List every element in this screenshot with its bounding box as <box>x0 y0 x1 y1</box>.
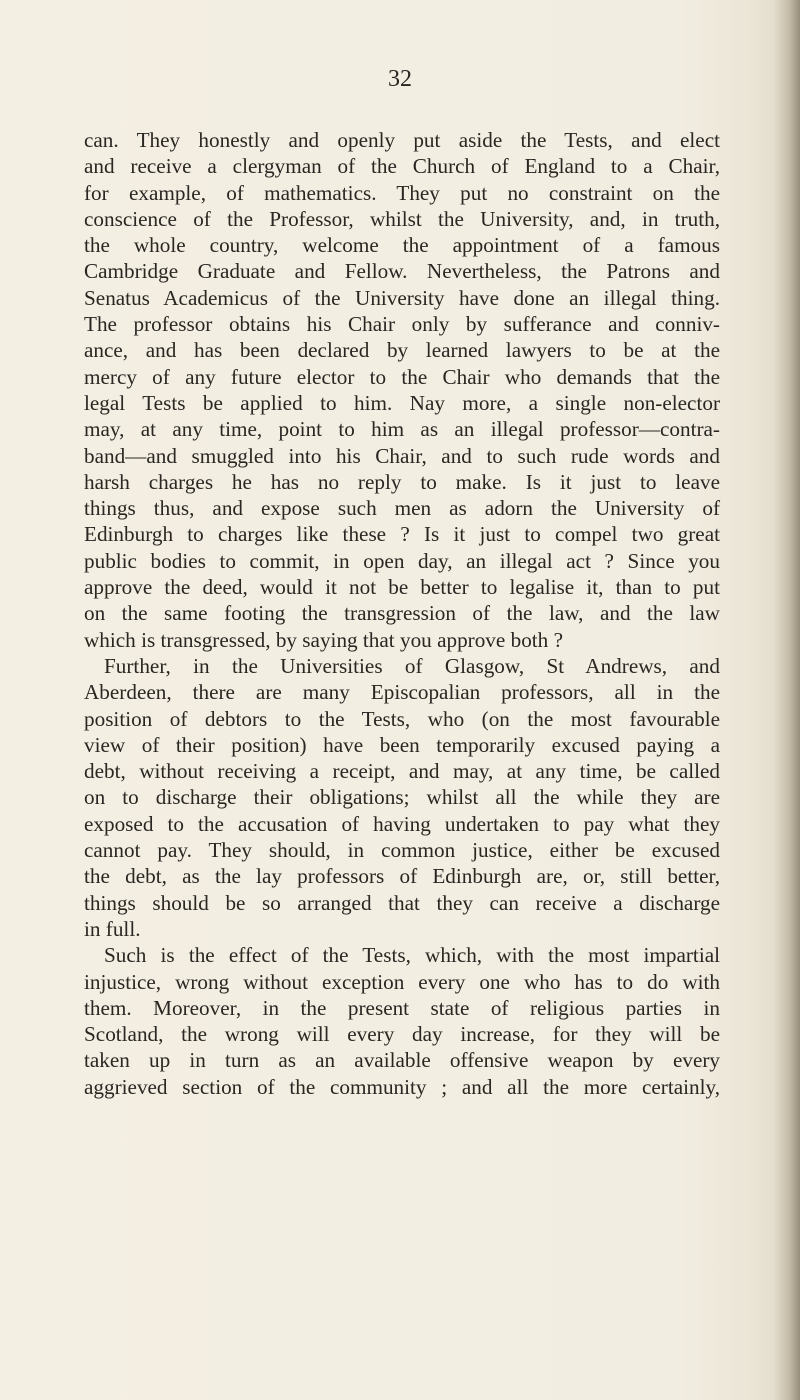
text-line: Senatus Academicus of the University have done an illegal thing. <box>84 285 720 310</box>
text-line: Edinburgh to charges like these ? Is it just to compel two great <box>84 522 720 547</box>
page-edge-shadow <box>774 0 800 1400</box>
text-line: the debt, as the lay professors of Edinburgh are, or, still better, <box>84 864 720 889</box>
text-line: exposed to the accusation of having undertaken to pay what they <box>84 811 720 836</box>
text-line: which is transgressed, by saying that you approve both ? <box>84 627 563 652</box>
text-line: and receive a clergyman of the Church of England to a Chair, <box>84 154 720 179</box>
text-line: on to discharge their obligations; whilst all the while they are <box>84 785 720 810</box>
text-line: conscience of the Professor, whilst the University, and, in truth, <box>84 206 720 231</box>
text-line: in full. <box>84 916 141 941</box>
text-line: for example, of mathematics. They put no constraint on the <box>84 180 720 205</box>
body-text <box>84 127 720 1100</box>
text-line: approve the deed, would it not be better to legalise it, than to put <box>84 575 720 600</box>
text-line: them. Moreover, in the present state of religious parties in <box>84 995 720 1020</box>
text-line: band—and smuggled into his Chair, and to such rude words and <box>84 443 720 468</box>
text-line: The professor obtains his Chair only by sufferance and conniv- <box>84 312 720 337</box>
text-line: things should be so arranged that they can receive a discharge <box>84 890 720 915</box>
text-line: cannot pay. They should, in common justice, either be excused <box>84 838 720 863</box>
text-line: debt, without receiving a receipt, and may, at any time, be called <box>84 759 720 784</box>
text-line: the whole country, welcome the appointment of a famous <box>84 233 720 258</box>
text-line: Cambridge Graduate and Fellow. Nevertheless, the Patrons and <box>84 259 720 284</box>
text-line: Such is the effect of the Tests, which, with the most impartial <box>104 943 720 968</box>
text-line: Further, in the Universities of Glasgow, St Andrews, and <box>104 653 720 678</box>
text-line: mercy of any future elector to the Chair who demands that the <box>84 364 720 389</box>
text-line: public bodies to commit, in open day, an illegal act ? Since you <box>84 548 720 573</box>
text-line: position of debtors to the Tests, who (on the most favourable <box>84 706 720 731</box>
text-line: harsh charges he has no reply to make. Is it just to leave <box>84 469 720 494</box>
text-line: on the same footing the transgression of the law, and the law <box>84 601 720 626</box>
text-line: Aberdeen, there are many Episcopalian professors, all in the <box>84 680 720 705</box>
text-line: can. They honestly and openly put aside the Tests, and elect <box>84 128 720 152</box>
text-line: taken up in turn as an available offensive weapon by every <box>84 1048 720 1073</box>
text-line: Scotland, the wrong will every day increase, for they will be <box>84 1022 720 1047</box>
text-line: injustice, wrong without exception every one who has to do with <box>84 969 720 994</box>
text-line: things thus, and expose such men as adorn the University of <box>84 496 720 521</box>
text-line: may, at any time, point to him as an illegal professor—contra- <box>84 417 720 442</box>
text-line: aggrieved section of the community ; and all the more certainly, <box>84 1074 720 1099</box>
text-line: ance, and has been declared by learned lawyers to be at the <box>84 338 720 363</box>
text-line: view of their position) have been temporarily excused paying a <box>84 732 720 757</box>
text-line: legal Tests be applied to him. Nay more, a single non-elector <box>84 390 720 415</box>
page-number: 32 <box>388 66 412 92</box>
